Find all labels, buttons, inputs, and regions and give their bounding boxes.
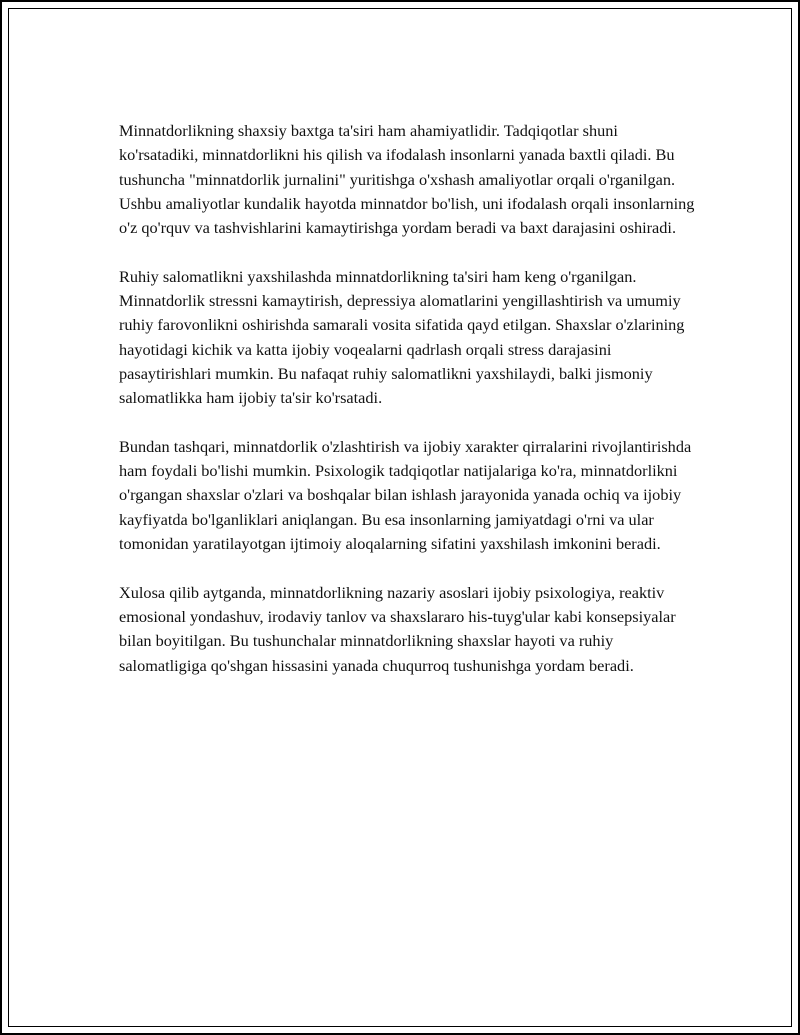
paragraph-3: Bundan tashqari, minnatdorlik o'zlashtirish va ijobiy xarakter qirralarini rivojlantirishda ham foydali bo'lishi mumkin. Psixologik tadqiqotlar natijalariga ko'ra, minnatdorlikni o'rgangan shaxslar o'zlari va boshqalar bilan ishlash jarayonida yanada ochiq va ijobiy kayfiyatda bo'lganliklari aniqlangan. Bu esa insonlarning jamiyatdagi o'rni va ular tomonidan yaratilayotgan ijtimoiy aloqalarning sifatini yaxshilash imkonini beradi. bbox=[119, 436, 692, 554]
paragraph-2: Ruhiy salomatlikni yaxshilashda minnatdorlikning ta'siri ham keng o'rganilgan. Minnatdorlik stressni kamaytirish, depressiya alomatlarini yengillashtirish va umumiy ruhiy farovonlikni oshirishda samarali vosita sifatida qayd etilgan. Shaxslar o'zlarining hayotidagi kichik va katta ijobiy voqealarni qadrlash orqali stress darajasini pasaytirishlari mumkin. Bu nafaqat ruhiy salomatlikni yaxshilaydi, balki jismoniy salomatlikka ham ijobiy ta'sir ko'rsatadi. bbox=[119, 266, 685, 408]
paragraph-4: Xulosa qilib aytganda, minnatdorlikning nazariy asoslari ijobiy psixologiya, reaktiv emosional yondashuv, irodaviy tanlov va shaxslararo his-tuyg'ular kabi konsepsiyalar bilan boyitilgan. Bu tushunchalar minnatdorlikning shaxslar hayoti va ruhiy salomatligiga qo'shgan hissasini yanada chuqurroq tushunishga yordam beradi. bbox=[119, 582, 676, 675]
paragraph-1: Minnatdorlikning shaxsiy baxtga ta'siri ham ahamiyatlidir. Tadqiqotlar shuni ko'rsatadiki, minnatdorlikni his qilish va ifodalash insonlarni yanada baxtli qiladi. Bu tushuncha "minnatdorlik jurnalini" yuritishga o'xshash amaliyotlar orqali o'rganilgan. Ushbu amaliyotlar kundalik hayotda minnatdor bo'lish, uni ifodalash orqali insonlarning o'z qo'rquv va tashvishlarini kamaytirishga yordam beradi va baxt darajasini oshiradi. bbox=[119, 121, 695, 238]
document-body bbox=[119, 119, 699, 678]
